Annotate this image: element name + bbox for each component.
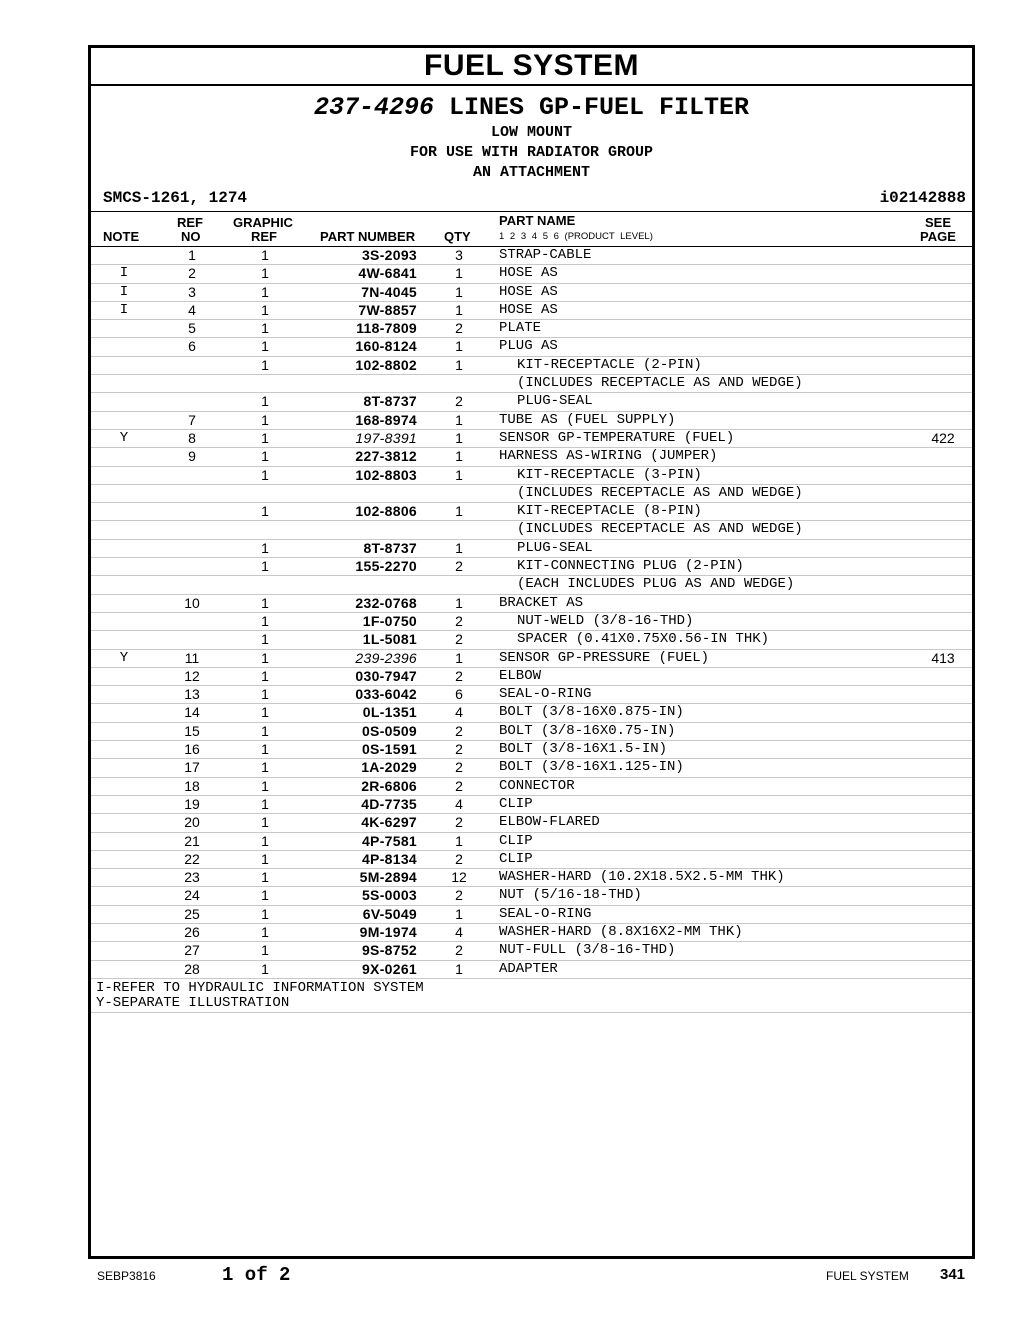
row-graphic-ref: 1	[261, 247, 269, 263]
row-part-name: TUBE AS (FUEL SUPPLY)	[499, 411, 676, 428]
row-part-name: SPACER (0.41X0.75X0.56-IN THK)	[517, 631, 770, 648]
row-ref-no: 23	[184, 869, 200, 886]
row-part-number: 9X-0261	[361, 960, 417, 977]
row-graphic-ref: 1	[261, 722, 269, 739]
table-row	[91, 650, 972, 668]
row-qty: 1	[455, 265, 463, 282]
table-row	[91, 759, 972, 777]
row-ref-no: 4	[188, 301, 196, 318]
header-part-number: PART NUMBER	[320, 229, 416, 244]
row-part-number: 033-6042	[355, 686, 417, 703]
row-part-name: BOLT (3/8-16X1.125-IN)	[499, 759, 684, 776]
row-graphic-ref: 1	[261, 301, 269, 318]
row-part-name: PLUG AS	[499, 338, 558, 355]
row-qty: 2	[455, 558, 463, 575]
row-ref-no: 6	[188, 338, 196, 355]
row-ref-no: 27	[184, 942, 200, 959]
row-part-number: 8T-8737	[363, 539, 417, 556]
row-part-name: BOLT (3/8-16X0.75-IN)	[499, 722, 676, 739]
footer-section: FUEL SYSTEM	[826, 1269, 909, 1283]
row-part-name: BOLT (3/8-16X1.5-IN)	[499, 741, 668, 758]
row-part-number: 1F-0750	[362, 612, 417, 629]
row-part-name: SENSOR GP-PRESSURE (FUEL)	[499, 649, 710, 666]
row-part-number: 6V-5049	[362, 905, 417, 922]
header-see-bottom: PAGE	[920, 229, 956, 244]
note-line: Y-SEPARATE ILLUSTRATION	[96, 994, 290, 1011]
row-part-number: 0S-1591	[361, 741, 417, 758]
row-part-number: 102-8802	[355, 356, 417, 373]
row-graphic-ref: 1	[261, 448, 269, 465]
row-ref-no: 2	[188, 265, 196, 282]
row-part-name: (INCLUDES RECEPTACLE AS AND WEDGE)	[517, 375, 803, 392]
row-part-number: 4D-7735	[361, 795, 417, 812]
table-row	[91, 576, 972, 594]
row-part-number: 4P-8134	[361, 850, 417, 867]
row-graphic-ref: 1	[261, 466, 269, 483]
row-part-name: BRACKET AS	[499, 594, 584, 611]
header-graphic-ref-bottom: REF	[251, 229, 277, 244]
footer-doc-id: SEBP3816	[97, 1269, 156, 1283]
row-graphic-ref: 1	[261, 503, 269, 520]
row-graphic-ref: 1	[261, 942, 269, 959]
row-graphic-ref: 1	[261, 704, 269, 721]
table-row	[91, 723, 972, 741]
table-row	[91, 521, 972, 539]
row-graphic-ref: 1	[261, 759, 269, 776]
header-see-top: SEE	[925, 215, 952, 230]
row-part-name: NUT-FULL (3/8-16-THD)	[499, 942, 676, 959]
group-number: 237-4296	[313, 93, 434, 122]
row-graphic-ref: 1	[261, 631, 269, 648]
table-row	[91, 247, 972, 265]
row-graphic-ref: 1	[261, 265, 269, 282]
table-row	[91, 906, 972, 924]
row-part-name: (INCLUDES RECEPTACLE AS AND WEDGE)	[517, 484, 803, 501]
row-graphic-ref: 1	[261, 612, 269, 629]
row-ref-no: 25	[184, 905, 200, 922]
row-part-number: 030-7947	[355, 667, 417, 684]
table-row	[91, 704, 972, 722]
row-part-name: SEAL-O-RING	[499, 905, 592, 922]
row-ref-no: 3	[188, 283, 196, 300]
row-ref-no: 12	[184, 667, 200, 684]
subtitle-line: AN ATTACHMENT	[472, 164, 591, 181]
row-part-number: 9M-1974	[359, 923, 417, 940]
footer-page-of: 1 of 2	[222, 1264, 291, 1286]
row-part-name: HOSE AS	[499, 283, 558, 300]
row-graphic-ref: 1	[261, 429, 269, 446]
row-part-name: CLIP	[499, 832, 533, 849]
row-ref-no: 18	[184, 777, 200, 794]
row-qty: 1	[455, 832, 463, 849]
row-graphic-ref: 1	[261, 814, 269, 831]
row-qty: 1	[455, 594, 463, 611]
row-part-number: 227-3812	[355, 448, 417, 465]
row-part-number: 4W-6841	[358, 265, 417, 282]
row-part-name: NUT (5/16-18-THD)	[499, 887, 642, 904]
row-qty: 1	[455, 649, 463, 666]
row-part-name: CONNECTOR	[499, 777, 575, 794]
table-row	[91, 357, 972, 375]
row-qty: 1	[455, 283, 463, 300]
row-qty: 2	[455, 667, 463, 684]
row-part-name: KIT-RECEPTACLE (8-PIN)	[517, 503, 702, 520]
row-part-name: PLUG-SEAL	[517, 539, 593, 556]
row-graphic-ref: 1	[261, 741, 269, 758]
row-part-number: 8T-8737	[363, 393, 417, 410]
table-row	[91, 887, 972, 905]
table-row	[91, 686, 972, 704]
table-row	[91, 613, 972, 631]
row-qty: 4	[455, 795, 463, 812]
row-part-number: 155-2270	[355, 558, 417, 575]
row-ref-no: 24	[184, 887, 200, 904]
note-line: I-REFER TO HYDRAULIC INFORMATION SYSTEM	[96, 979, 424, 996]
table-row	[91, 448, 972, 466]
row-ref-no: 28	[184, 960, 200, 977]
row-part-name: ELBOW-FLARED	[499, 814, 600, 831]
row-qty: 1	[455, 301, 463, 318]
row-graphic-ref: 1	[261, 338, 269, 355]
row-part-number: 1L-5081	[362, 631, 417, 648]
table-row	[91, 485, 972, 503]
row-part-name: (INCLUDES RECEPTACLE AS AND WEDGE)	[517, 521, 803, 538]
header-note: NOTE	[103, 229, 140, 244]
row-ref-no: 21	[184, 832, 200, 849]
row-qty: 12	[451, 869, 467, 886]
table-row	[91, 595, 972, 613]
row-qty: 4	[455, 923, 463, 940]
row-graphic-ref: 1	[261, 558, 269, 575]
illustration-id: i02142888	[879, 189, 966, 207]
row-part-number: 168-8974	[355, 411, 417, 428]
table-row	[91, 833, 972, 851]
row-part-number: 102-8803	[355, 466, 417, 483]
row-graphic-ref: 1	[261, 869, 269, 886]
row-part-name: KIT-RECEPTACLE (3-PIN)	[517, 466, 702, 483]
row-graphic-ref: 1	[261, 667, 269, 684]
row-part-number: 160-8124	[355, 338, 417, 355]
row-qty: 2	[455, 722, 463, 739]
row-graphic-ref: 1	[261, 686, 269, 703]
row-graphic-ref: 1	[261, 594, 269, 611]
group-title	[91, 95, 972, 121]
table-row	[91, 778, 972, 796]
row-part-name: CLIP	[499, 795, 533, 812]
row-qty: 1	[455, 356, 463, 373]
row-qty: 1	[455, 960, 463, 977]
table-row	[91, 302, 972, 320]
row-part-number: 4P-7581	[361, 832, 417, 849]
row-qty: 2	[455, 631, 463, 648]
row-ref-no: 26	[184, 923, 200, 940]
row-graphic-ref: 1	[261, 356, 269, 373]
row-part-name: HOSE AS	[499, 265, 558, 282]
row-graphic-ref: 1	[261, 887, 269, 904]
subtitle-line: FOR USE WITH RADIATOR GROUP	[409, 144, 654, 161]
row-ref-no: 15	[184, 722, 200, 739]
row-part-name: PLATE	[499, 320, 542, 337]
row-qty: 2	[455, 393, 463, 410]
row-ref-no: 5	[188, 320, 196, 337]
row-part-name: WASHER-HARD (10.2X18.5X2.5-MM THK)	[499, 869, 785, 886]
row-note: I	[119, 265, 129, 282]
row-graphic-ref: 1	[261, 850, 269, 867]
row-ref-no: 8	[188, 429, 196, 446]
row-part-number: 232-0768	[355, 594, 417, 611]
row-graphic-ref: 1	[261, 393, 269, 410]
row-part-number: 0S-0509	[361, 722, 417, 739]
footer-page-number: 341	[940, 1266, 966, 1283]
row-part-number: 4K-6297	[361, 814, 417, 831]
row-ref-no: 11	[184, 649, 200, 666]
row-note: Y	[119, 429, 129, 446]
row-part-name: PLUG-SEAL	[517, 393, 593, 410]
row-ref-no: 19	[184, 795, 200, 812]
row-qty: 1	[455, 539, 463, 556]
header-ref-no-top: REF	[177, 215, 203, 230]
table-row	[91, 814, 972, 832]
row-qty: 2	[455, 850, 463, 867]
header-qty: QTY	[444, 229, 471, 244]
row-part-number: 197-8391	[355, 429, 417, 446]
row-ref-no: 17	[184, 759, 200, 776]
row-qty: 2	[455, 741, 463, 758]
row-qty: 4	[455, 704, 463, 721]
row-ref-no: 7	[188, 411, 196, 428]
table-row	[91, 924, 972, 942]
row-part-number: 2R-6806	[361, 777, 417, 794]
row-part-name: ADAPTER	[499, 960, 558, 977]
row-qty: 1	[455, 503, 463, 520]
row-qty: 1	[455, 905, 463, 922]
row-ref-no: 10	[184, 594, 200, 611]
header-part-name: PART NAME	[499, 213, 576, 228]
row-note: I	[119, 283, 129, 300]
row-see-page: 413	[931, 649, 955, 666]
table-row	[91, 942, 972, 960]
table-row	[91, 412, 972, 430]
row-part-number: 1A-2029	[361, 759, 417, 776]
row-graphic-ref: 1	[261, 411, 269, 428]
notes-legend	[91, 979, 972, 1013]
parts-list	[91, 247, 972, 979]
table-row	[91, 631, 972, 649]
row-part-name: WASHER-HARD (8.8X16X2-MM THK)	[499, 923, 743, 940]
table-row	[91, 558, 972, 576]
smcs-line	[91, 189, 972, 212]
row-graphic-ref: 1	[261, 649, 269, 666]
row-part-name: (EACH INCLUDES PLUG AS AND WEDGE)	[517, 576, 795, 593]
table-row	[91, 393, 972, 411]
row-ref-no: 9	[188, 448, 196, 465]
row-part-name: HARNESS AS-WIRING (JUMPER)	[499, 448, 718, 465]
row-qty: 1	[455, 429, 463, 446]
row-part-name: ELBOW	[499, 667, 542, 684]
row-ref-no: 13	[184, 686, 200, 703]
row-qty: 6	[455, 686, 463, 703]
row-part-number: 7W-8857	[358, 301, 417, 318]
row-part-number: 239-2396	[355, 649, 417, 666]
row-note: Y	[119, 649, 129, 666]
table-row	[91, 540, 972, 558]
row-graphic-ref: 1	[261, 795, 269, 812]
row-see-page: 422	[931, 429, 955, 446]
smcs-codes: SMCS-1261, 1274	[103, 189, 248, 207]
row-part-name: HOSE AS	[499, 301, 558, 318]
table-row	[91, 796, 972, 814]
row-part-number: 0L-1351	[362, 704, 417, 721]
table-row	[91, 284, 972, 302]
header-graphic-ref-top: GRAPHIC	[233, 215, 293, 230]
row-part-number: 9S-8752	[361, 942, 417, 959]
page-footer	[0, 1264, 1020, 1288]
table-row	[91, 741, 972, 759]
table-row	[91, 265, 972, 283]
row-ref-no: 14	[184, 704, 200, 721]
row-qty: 1	[455, 448, 463, 465]
row-qty: 3	[455, 247, 463, 263]
row-qty: 2	[455, 887, 463, 904]
table-row	[91, 668, 972, 686]
row-qty: 1	[455, 466, 463, 483]
table-row	[91, 375, 972, 393]
header-ref-no-bottom: NO	[181, 229, 201, 244]
row-qty: 2	[455, 759, 463, 776]
row-part-name: KIT-RECEPTACLE (2-PIN)	[517, 356, 702, 373]
subtitle-line: LOW MOUNT	[490, 124, 572, 141]
row-qty: 2	[455, 777, 463, 794]
table-row	[91, 503, 972, 521]
row-part-name: SEAL-O-RING	[499, 686, 592, 703]
row-graphic-ref: 1	[261, 832, 269, 849]
row-qty: 1	[455, 411, 463, 428]
row-graphic-ref: 1	[261, 960, 269, 977]
table-row	[91, 467, 972, 485]
row-qty: 2	[455, 320, 463, 337]
group-name: LINES GP-FUEL FILTER	[448, 93, 750, 122]
column-headers	[91, 212, 972, 247]
row-part-name: CLIP	[499, 850, 533, 867]
table-row	[91, 430, 972, 448]
row-ref-no: 16	[184, 741, 200, 758]
row-note: I	[119, 301, 129, 318]
row-qty: 2	[455, 942, 463, 959]
table-row	[91, 851, 972, 869]
row-graphic-ref: 1	[261, 923, 269, 940]
table-row	[91, 338, 972, 356]
row-part-name: KIT-CONNECTING PLUG (2-PIN)	[517, 558, 744, 575]
row-part-name: NUT-WELD (3/8-16-THD)	[517, 612, 694, 629]
row-ref-no: 22	[184, 850, 200, 867]
row-part-number: 5M-2894	[359, 869, 417, 886]
row-part-number: 102-8806	[355, 503, 417, 520]
row-part-name: SENSOR GP-TEMPERATURE (FUEL)	[499, 429, 735, 446]
row-part-number: 5S-0003	[361, 887, 417, 904]
row-part-number: 7N-4045	[361, 283, 417, 300]
section-title: FUEL SYSTEM	[91, 48, 972, 86]
row-graphic-ref: 1	[261, 283, 269, 300]
parts-page-frame	[88, 45, 975, 1259]
row-ref-no: 20	[184, 814, 200, 831]
row-graphic-ref: 1	[261, 905, 269, 922]
header-product-level: 1 2 3 4 5 6 (PRODUCT LEVEL)	[499, 231, 653, 242]
row-qty: 2	[455, 612, 463, 629]
row-part-number: 3S-2093	[361, 247, 417, 263]
table-row	[91, 869, 972, 887]
row-part-name: STRAP-CABLE	[499, 247, 592, 263]
row-ref-no: 1	[188, 247, 196, 263]
row-graphic-ref: 1	[261, 777, 269, 794]
row-graphic-ref: 1	[261, 320, 269, 337]
row-part-name: BOLT (3/8-16X0.875-IN)	[499, 704, 684, 721]
row-qty: 1	[455, 338, 463, 355]
table-row	[91, 320, 972, 338]
table-row	[91, 961, 972, 979]
row-qty: 2	[455, 814, 463, 831]
row-graphic-ref: 1	[261, 539, 269, 556]
row-part-number: 118-7809	[356, 320, 417, 337]
